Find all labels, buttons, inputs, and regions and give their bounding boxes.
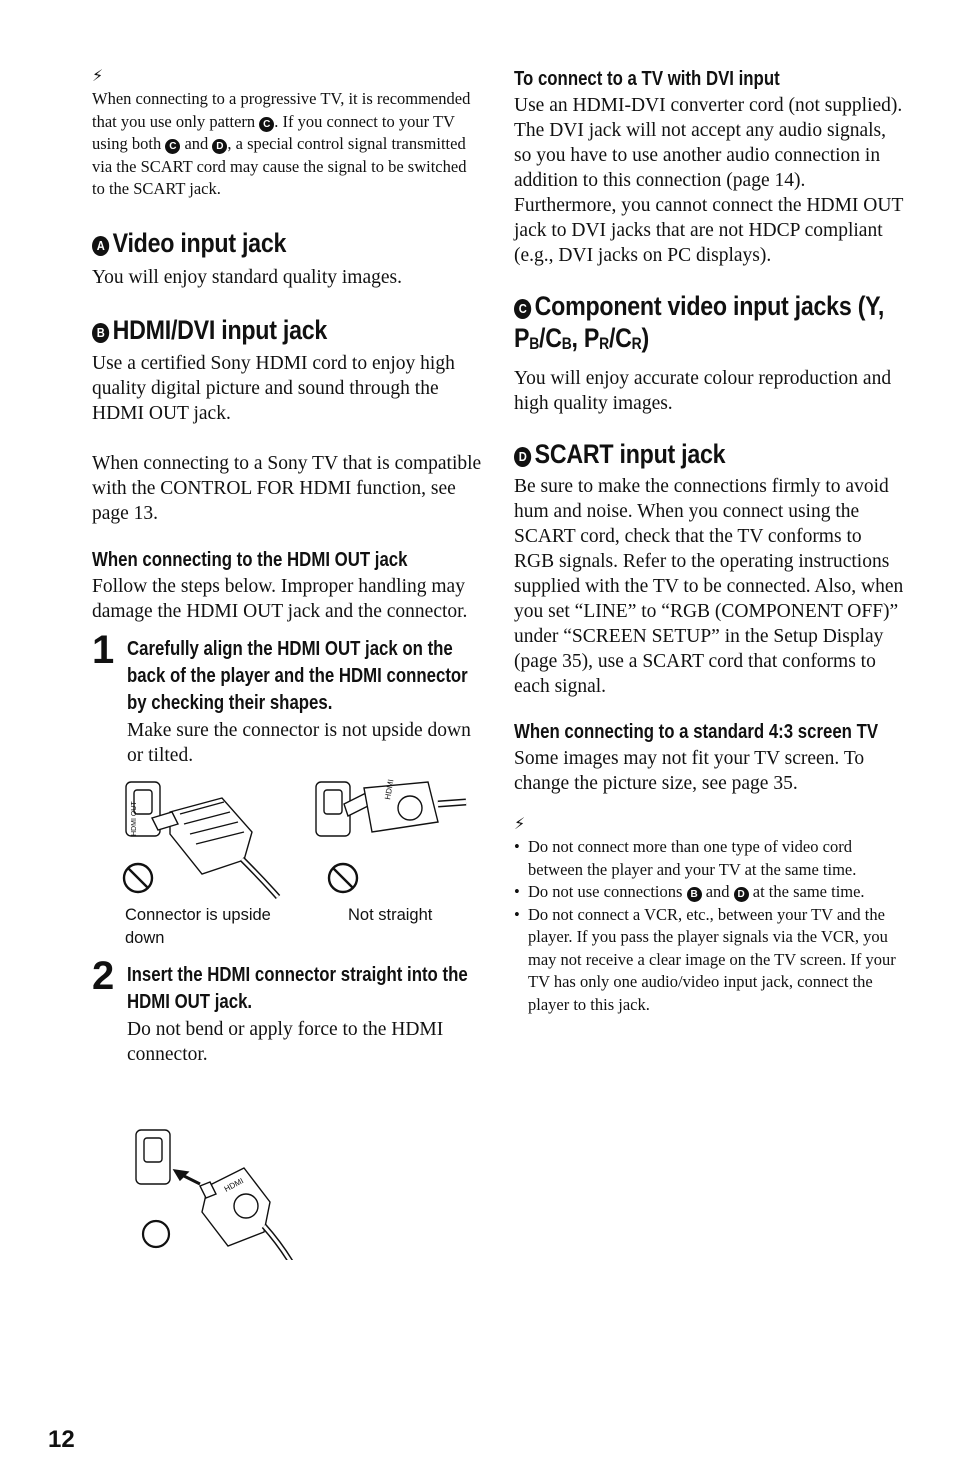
section-b-body-1: Use a certified Sony HDMI cord to enjoy high quality digital picture and sound through the HDMI OUT jack. xyxy=(92,352,455,424)
prohibited-icon xyxy=(329,864,357,892)
section-c-title: C Component video input jacks (Y, $P_B/C_B$, $P_R/C_R$) xyxy=(514,291,885,353)
section-d-body: Be sure to make the connections firmly to avoid hum and noise. When you connect using the SCART cord, check that the TV conforms to RGB signals. Refer to the operating instructions supplied with the TV to be connected. Also, when you set “LINE” to “RGB (COMPONENT OFF)” under “SCREEN SETUP” in the Setup Display (page 35), use a SCART cord that conforms to each signal. xyxy=(514,476,904,697)
badge-b: B xyxy=(687,887,702,902)
step-number: 2 xyxy=(92,953,115,998)
standard-tv-body: Some images may not fit your TV screen. To change the picture size, see page 35. xyxy=(514,748,865,794)
section-a-title: A Video input jack xyxy=(92,227,427,259)
dvi-heading: To connect to a TV with DVI input xyxy=(514,68,780,90)
list-item: • Do not connect a VCR, etc., between your TV and the player. If you pass the player signals via the VCR, you may not receive a clear image on the TV screen. If your TV has only one audio/video input jack, connect the player to this jack. xyxy=(514,904,904,1017)
section-b xyxy=(92,314,482,526)
list-item: • Do not connect more than one type of video cord between the player and your TV at the same time. xyxy=(514,836,904,881)
right-column xyxy=(514,66,904,1016)
badge-c: C xyxy=(165,139,180,154)
hdmi-out-body: Follow the steps below. Improper handling may damage the HDMI OUT jack and the connector. xyxy=(92,575,468,622)
notes-list xyxy=(514,836,904,1016)
step-1-body: Make sure the connector is not upside down or tilted. xyxy=(127,719,471,766)
step-1-heading: Carefully align the HDMI OUT jack on the back of the player and the HDMI connector by checking their shapes. xyxy=(127,637,468,714)
note-icon: ⚡ xyxy=(514,814,526,833)
hdmi-out-label: HDMI OUT xyxy=(131,800,138,836)
badge-c: C xyxy=(514,299,531,319)
prohibited-icon xyxy=(124,864,152,892)
correct-icon xyxy=(143,1221,169,1247)
step-number: 1 xyxy=(92,627,115,672)
figure-wrong-connections xyxy=(92,774,482,948)
dvi-body: Use an HDMI-DVI converter cord (not supplied). The DVI jack will not accept any audio signals, so you have to use another audio connection in addition to this connection (page 14). Furthermore, you cannot connect the HDMI OUT jack to DVI jacks that are not HDCP compliant (e.g., DVI jacks on PC displays). xyxy=(514,95,904,266)
step-1 xyxy=(92,627,482,768)
list-item: • Do not use connections B and D at the same time. xyxy=(514,881,904,904)
section-d-title: D SCART input jack xyxy=(514,438,849,470)
section-d xyxy=(514,438,904,699)
section-a-body: You will enjoy standard quality images. xyxy=(92,266,402,288)
section-b-title: B HDMI/DVI input jack xyxy=(92,314,427,346)
section-c xyxy=(514,290,904,416)
step-2-body: Do not bend or apply force to the HDMI connector. xyxy=(127,1018,444,1065)
notes-section xyxy=(514,814,904,1016)
step-2-heading: Insert the HDMI connector straight into the HDMI OUT jack. xyxy=(127,963,468,1013)
hdmi-label: HDMI xyxy=(383,778,396,800)
badge-a: A xyxy=(92,236,109,256)
hdmi-out-section xyxy=(92,547,482,624)
standard-tv-section xyxy=(514,719,904,796)
section-b-body-2: When connecting to a Sony TV that is compatible with the CONTROL FOR HDMI function, see page 13. xyxy=(92,452,482,524)
badge-d: D xyxy=(514,447,531,467)
caption-not-straight: Not straight xyxy=(348,905,433,924)
step-2 xyxy=(92,953,482,1067)
badge-d: D xyxy=(212,139,227,154)
section-c-body: You will enjoy accurate colour reproduction and high quality images. xyxy=(514,368,892,414)
badge-c: C xyxy=(259,117,274,132)
hdmi-out-heading: When connecting to the HDMI OUT jack xyxy=(92,548,408,571)
page-number: 12 xyxy=(48,1426,75,1453)
section-a xyxy=(92,227,482,290)
caption-upside-down: Connector is upside down xyxy=(125,905,271,947)
standard-tv-heading: When connecting to a standard 4:3 screen TV xyxy=(514,721,879,743)
left-column xyxy=(92,66,482,1194)
connector-illustration-upside-down xyxy=(92,774,482,904)
note-progressive-tv: When connecting to a progressive TV, it is recommended that you use only pattern C . If you connect to your TV using both C and D , a special control signal transmitted via the SCART cord may cause the signal to be switched to the SCART jack. xyxy=(92,89,471,198)
badge-d: D xyxy=(734,887,749,902)
hdmi-label: HDMI xyxy=(222,1176,245,1194)
badge-b: B xyxy=(92,323,109,343)
connector-illustration-correct xyxy=(122,1120,322,1260)
note-icon: ⚡ xyxy=(92,66,104,85)
